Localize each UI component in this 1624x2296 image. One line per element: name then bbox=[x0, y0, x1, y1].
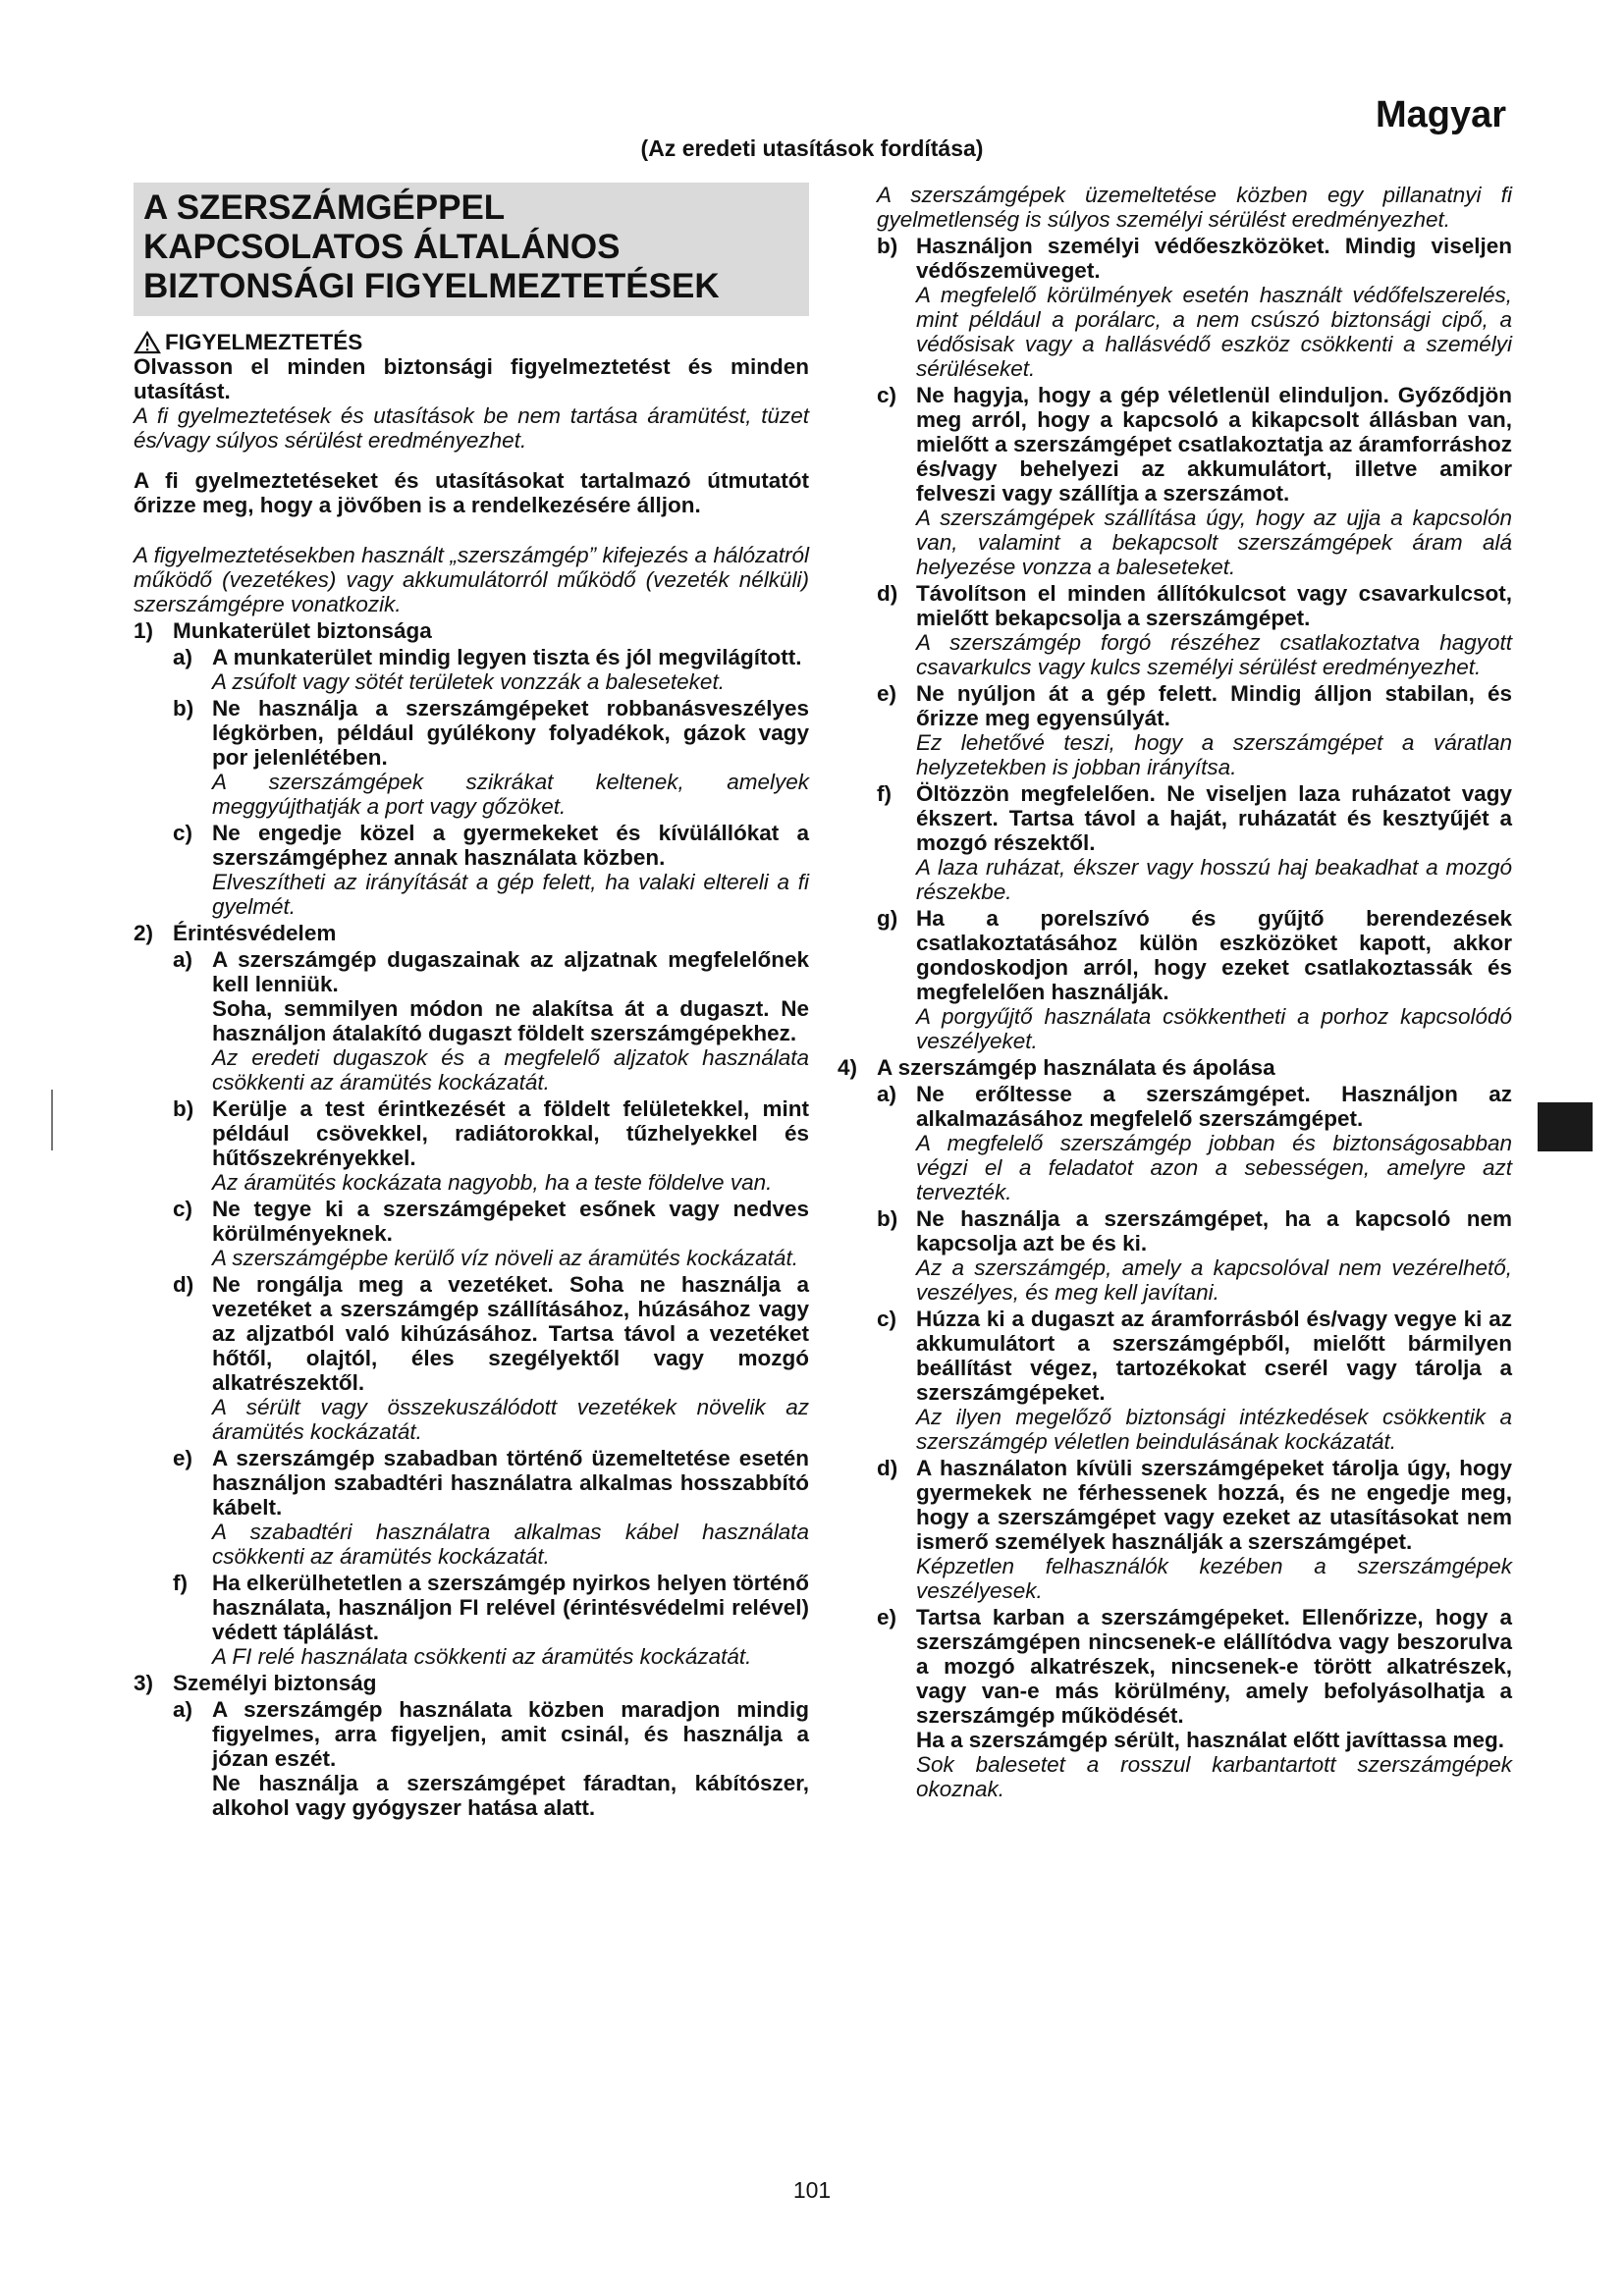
list-item: b) Használjon személyi védőeszközöket. Mindig viseljen védőszemüveget. A megfelelő körülmények esetén használt védőfelszerelés, mint például a porálarc, a nem csúszó biztonsági cipő, a védősisak vagy a hallásvédő eszköz csökkenti a személyi sérüléseket. bbox=[877, 234, 1512, 381]
warning-italic-text: A fi gyelmeztetések és utasítások be nem tartása áramütést, tüzet és/vagy súlyos sérülést eredményezhet. bbox=[134, 403, 809, 453]
list-item: a) A szerszámgép használata közben maradjon mindig figyelmes, arra figyeljen, amit csinál, és használja a józan eszét. Ne használja a szerszámgépet fáradtan, kábítószer, alkohol vagy gyógyszer hatása alatt. bbox=[173, 1697, 809, 1820]
keep-manual-text: A fi gyelmeztetéseket és utasításokat tartalmazó útmutatót őrizze meg, hogy a jövőben is a rendelkezésére álljon. bbox=[134, 468, 809, 517]
list-item: b) Kerülje a test érintkezését a földelt felületekkel, mint például csövekkel, radiátorokkal, tűzhelyekkel és hűtőszekrényekkel. Az áramütés kockázata nagyobb, ha a teste földelve van. bbox=[173, 1096, 809, 1195]
page-title bbox=[134, 183, 809, 316]
list-item: a) A munkaterület mindig legyen tiszta és jól megvilágított. A zsúfolt vagy sötét területek vonzzák a baleseteket. bbox=[173, 645, 802, 694]
warning-heading-text: FIGYELMEZTETÉS bbox=[165, 330, 363, 354]
list-item: a) Ne erőltesse a szerszámgépet. Használjon az alkalmazásához megfelelő szerszámgépet. A megfelelő szerszámgép jobban és biztonságosabban végzi el a feladatot azon a sebességen, amelyre azt tervezték. bbox=[877, 1082, 1512, 1204]
list-item: d) Távolítson el minden állítókulcsot vagy csavarkulcsot, mielőtt bekapcsolja a szerszámgépet. A szerszámgép forgó részéhez csatlakoztatva hagyott csavarkulcs vagy kulcs személyi sérülést eredményezhet. bbox=[877, 581, 1512, 679]
list-item: c) Ne tegye ki a szerszámgépeket esőnek vagy nedves körülményeknek. A szerszámgépbe kerülő víz növeli az áramütés kockázatát. bbox=[173, 1197, 809, 1270]
list-item: a) A szerszámgép dugaszainak az aljzatnak megfelelőnek kell lenniük. Soha, semmilyen módon ne alakítsa át a dugaszt. Ne használjon átalakító dugaszt földelt szerszámgépekhez. Az eredeti dugaszok és a megfelelő aljzatok használata csökkenti az áramütés kockázatát. bbox=[173, 947, 809, 1095]
section-3a-italic: A szerszámgépek üzemeltetése közben egy pillanatnyi fi gyelmetlenség is súlyos személyi sérülést eredményezhet. bbox=[877, 183, 1512, 232]
section-2-heading: 2) Érintésvédelem bbox=[134, 921, 337, 945]
title-line-2: KAPCSOLATOS ÁLTALÁNOS bbox=[143, 228, 621, 266]
section-1-heading: 1) Munkaterület biztonsága bbox=[134, 618, 432, 643]
list-item: f) Ha elkerülhetetlen a szerszámgép nyirkos helyen történő használata, használjon FI relével (érintésvédelmi relével) védett táplálást. A FI relé használata csökkenti az áramütés kockázatát. bbox=[173, 1571, 809, 1669]
title-line-1: A SZERSZÁMGÉPPEL bbox=[143, 188, 506, 227]
left-column bbox=[134, 183, 809, 1820]
margin-line bbox=[51, 1090, 53, 1150]
warning-heading bbox=[134, 330, 809, 354]
warning-bold-text: Olvasson el minden biztonsági figyelmeztetést és minden utasítást. bbox=[134, 354, 809, 403]
list-item: c) Húzza ki a dugaszt az áramforrásból és/vagy vegye ki az akkumulátort a szerszámgépből, mielőtt bármilyen beállítást végez, tartozékokat cserél vagy tárolja a szerszámgépeket. Az ilyen megelőző biztonsági intézkedések csökkentik a szerszámgép véletlen beindulásának kockázatát. bbox=[877, 1307, 1512, 1454]
list-item: b) Ne használja a szerszámgépet, ha a kapcsoló nem kapcsolja azt be és ki. Az a szerszámgép, amely a kapcsolóval nem vezérelhető, veszélyes, és meg kell javítani. bbox=[877, 1206, 1512, 1305]
list-item: f) Öltözzön megfelelően. Ne viseljen laza ruházatot vagy ékszert. Tartsa távol a haját, ruházatát és kesztyűjét a mozgó részektől. A laza ruházat, ékszer vagy hosszú haj beakadhat a mozgó részekbe. bbox=[877, 781, 1512, 904]
list-item: e) Tartsa karban a szerszámgépeket. Ellenőrizze, hogy a szerszámgépen nincsenek-e elállítódva vagy beszorulva a mozgó alkatrészek, nincsenek-e törött alkatrészek, vagy van-e más körülmény, amely befolyásolhatja a szerszámgép működését. Ha a szerszámgép sérült, használat előtt javíttassa meg. Sok balesetet a rosszul karbantartott szerszámgépek okoznak. bbox=[877, 1605, 1512, 1801]
list-item: g) Ha a porelszívó és gyűjtő berendezések csatlakoztatásához külön eszközöket kapott, akkor gondoskodjon arról, hogy ezeket csatlakoztassák és megfelelően használják. A porgyűjtő használata csökkentheti a porhoz kapcsolódó veszélyeket. bbox=[877, 906, 1512, 1053]
translation-subtitle: (Az eredeti utasítások fordítása) bbox=[640, 135, 984, 161]
warning-triangle-icon bbox=[134, 331, 161, 354]
list-item: d) Ne rongálja meg a vezetéket. Soha ne használja a vezetéket a szerszámgép szállításához, húzásához vagy az aljzatból való kihúzásához. Tartsa távol a vezetéket hőtől, olajtól, éles szegélyektől vagy mozgó alkatrészektől. A sérült vagy összekuszálódott vezetékek növelik az áramütés kockázatát. bbox=[173, 1272, 809, 1444]
list-item: b) Ne használja a szerszámgépeket robbanásveszélyes légkörben, például gyúlékony folyadékok, gázok vagy por jelenlétében. A szerszámgépek szikrákat keltenek, amelyek meggyújthatják a port vagy gőzöket. bbox=[173, 696, 809, 819]
title-line-3: BIZTONSÁGI FIGYELMEZTETÉSEK bbox=[143, 267, 720, 305]
section-4-heading: 4) A szerszámgép használata és ápolása bbox=[838, 1055, 1275, 1080]
language-label: Magyar bbox=[1375, 94, 1506, 135]
section-3-heading: 3) Személyi biztonság bbox=[134, 1671, 377, 1695]
page-number: 101 bbox=[792, 2177, 832, 2203]
list-item: e) Ne nyúljon át a gép felett. Mindig álljon stabilan, és őrizze meg egyensúlyát. Ez lehetővé teszi, hogy a szerszámgépet a váratlan helyzetekben is jobban irányítsa. bbox=[877, 681, 1512, 779]
list-item: e) A szerszámgép szabadban történő üzemeltetése esetén használjon szabadtéri használatra alkalmas hosszabbító kábelt. A szabadtéri használatra alkalmas kábel használata csökkenti az áramütés kockázatát. bbox=[173, 1446, 809, 1569]
section-tab-marker bbox=[1538, 1102, 1593, 1151]
list-item: c) Ne hagyja, hogy a gép véletlenül elinduljon. Győződjön meg arról, hogy a kapcsoló a kikapcsolt állásban van, mielőtt a szerszámgépet csatlakoztatja az áramforráshoz és/vagy behelyezi az akkumulátort, illetve amikor felveszi vagy szállítja a szerszámot. A szerszámgépek szállítása úgy, hogy az ujja a kapcsolón van, valamint a bekapcsolt szerszámgépek áram alá helyezése vonzza a baleseteket. bbox=[877, 383, 1512, 579]
definition-text: A figyelmeztetésekben használt „szerszámgép” kifejezés a hálózatról működő (vezetékes) vagy akkumulátorról működő (vezeték nélküli) szerszámgépre vonatkozik. bbox=[134, 543, 809, 616]
list-item: d) A használaton kívüli szerszámgépeket tárolja úgy, hogy gyermekek ne férhessenek hozzá, és ne engedje meg, hogy a szerszámgépet vagy ezeket az utasításokat nem ismerő személyek használják a szerszámgépet. Képzetlen felhasználók kezében a szerszámgépek veszélyesek. bbox=[877, 1456, 1512, 1603]
list-item: c) Ne engedje közel a gyermekeket és kívülállókat a szerszámgéphez annak használata közben. Elveszítheti az irányítását a gép felett, ha valaki eltereli a fi gyelmét. bbox=[173, 821, 809, 919]
right-column bbox=[838, 183, 1512, 1801]
